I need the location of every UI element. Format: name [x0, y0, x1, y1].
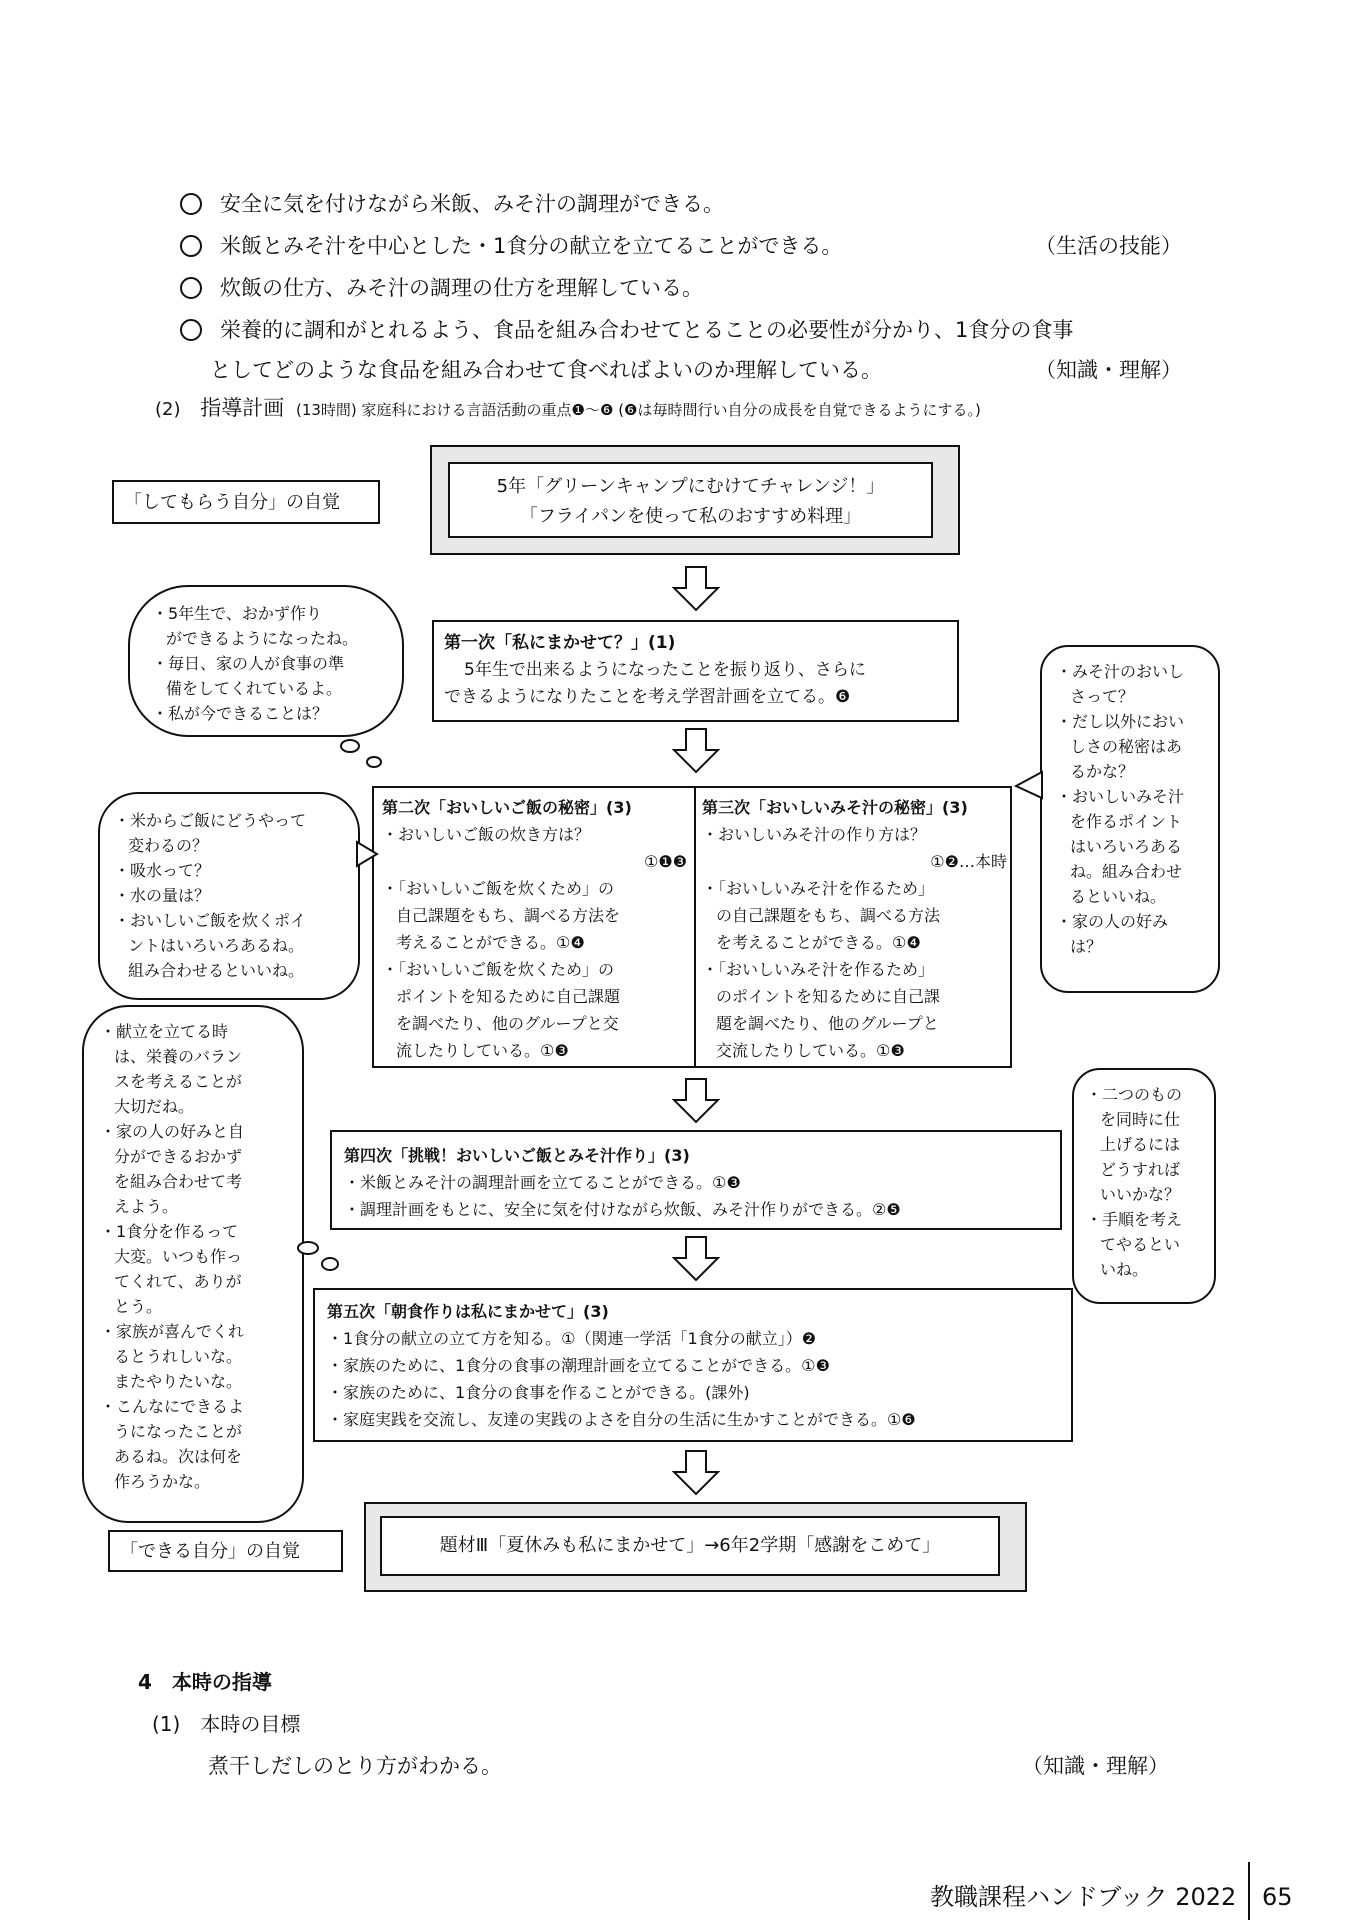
section4-goal: 煮干しだしのとり方がわかる。	[208, 1754, 502, 1778]
circle-bullet-icon	[180, 235, 202, 257]
step2-column: 第二次「おいしいご飯の秘密」(3) ・おいしいご飯の炊き方は？ ①❶❸ ・「おいしいご飯を炊くため」の 自己課題をもち、調べる方法を 考えることができる。①❹ ・「おいしいご飯を炊くため」の ポイントを知るために自己課題 を調べたり、他のグループと交 流したりしている。①❸	[382, 798, 687, 1060]
section4-heading: 4 本時の指導	[138, 1670, 272, 1694]
objective-continuation: としてどのような食品を組み合わせて食べればよいのか理解している。	[210, 358, 882, 382]
objective-item: 炊飯の仕方、みそ汁の調理の仕方を理解している。	[180, 274, 703, 302]
bubble-tail-icon	[296, 1240, 342, 1276]
thought-bubble-1: ・5年生で、おかず作り ができるようになったね。 ・毎日、家の人が食事の準 備をしてくれているよ。 ・私が今できることは？	[128, 585, 404, 737]
label-top-left: 「してもらう自分」の自覚	[112, 480, 380, 524]
circle-bullet-icon	[180, 319, 202, 341]
bubble-tail-icon	[1014, 770, 1044, 800]
down-arrow-icon	[672, 1236, 720, 1282]
section4-subheading: (1) 本時の目標	[152, 1712, 301, 1736]
steps-2-3-box	[372, 786, 1012, 1068]
bubble-tail-icon	[340, 738, 390, 778]
objective-item: 米飯とみそ汁を中心とした・1食分の献立を立てることができる。	[180, 232, 842, 260]
footer-title: 教職課程ハンドブック 2022	[930, 1883, 1237, 1911]
step4-box: 第四次「挑戦！おいしいご飯とみそ汁作り」(3) ・米飯とみそ汁の調理計画を立てることができる。①❸ ・調理計画をもとに、安全に気を付けながら炊飯、みそ汁作りができる。②❺	[330, 1130, 1062, 1230]
circle-bullet-icon	[180, 277, 202, 299]
bubble-tail-icon	[355, 840, 379, 870]
thought-bubble-4: ・みそ汁のおいし さって？ ・だし以外におい しさの秘密はあ るかな？ ・おいしいみそ汁 を作るポイント はいろいろある ね。組み合わせ るといいね。 ・家の人の好み は？	[1040, 645, 1220, 993]
label-bottom-left: 「できる自分」の自覚	[108, 1530, 343, 1572]
plan-heading: (2) 指導計画 (13時間) 家庭科における言語活動の重点❶～❻ (❻は毎時間行い自分の成長を自覚できるようにする。)	[155, 396, 981, 420]
footer-divider	[1248, 1862, 1250, 1920]
objective-item: 栄養的に調和がとれるよう、食品を組み合わせてとることの必要性が分かり、1食分の食事	[180, 316, 1073, 344]
top-theme-box: 5年「グリーンキャンプにむけてチャレンジ！」 「フライパンを使って私のおすすめ料理」	[448, 462, 933, 538]
column-divider	[694, 788, 696, 1066]
section4-goal-tag: （知識・理解）	[1022, 1754, 1169, 1778]
step1-box: 第一次「私にまかせて？」(1) 5年生で出来るようになったことを振り返り、さらに できるようになりたことを考え学習計画を立てる。❻	[432, 620, 959, 722]
circle-bullet-icon	[180, 193, 202, 215]
objective-item: 安全に気を付けながら米飯、みそ汁の調理ができる。	[180, 190, 724, 218]
thought-bubble-5: ・二つのもの を同時に仕 上げるには どうすれば いいかな？ ・手順を考え てやるとい いね。	[1072, 1068, 1216, 1304]
down-arrow-icon	[672, 728, 720, 774]
objective-tag: （知識・理解）	[1035, 358, 1182, 382]
down-arrow-icon	[672, 1078, 720, 1124]
thought-bubble-3: ・献立を立てる時 は、栄養のバラン スを考えることが 大切だね。 ・家の人の好みと自 分ができるおかず を組み合わせて考 えよう。 ・1食分を作るって 大変。いつも作っ てくれて、ありが とう。 ・家族が喜んでくれ るとうれしいな。 またやりたいな。 ・こんなにできるよ うになったことが あるね。次は何を 作ろうかな。	[82, 1005, 304, 1523]
step3-column: 第三次「おいしいみそ汁の秘密」(3) ・おいしいみそ汁の作り方は？ ①❷…本時 ・「おいしいみそ汁を作るため」 の自己課題をもち、調べる方法 を考えることができる。①❹ ・「おいしいみそ汁を作るため」 のポイントを知るために自己課 題を調べたり、他のグループと 交流したりしている。①❸	[702, 798, 1007, 1060]
objective-tag: （生活の技能）	[1035, 234, 1182, 258]
thought-bubble-2: ・米からご飯にどうやって 変わるの？ ・吸水って？ ・水の量は？ ・おいしいご飯を炊くポイ ントはいろいろあるね。 組み合わせるといいね。	[98, 792, 360, 1000]
page-number: 65	[1262, 1883, 1293, 1911]
bottom-theme-box: 題材Ⅲ「夏休みも私にまかせて」→6年2学期「感謝をこめて」	[380, 1516, 1000, 1576]
step5-box: 第五次「朝食作りは私にまかせて」(3) ・1食分の献立の立て方を知る。①（関連一学活「1食分の献立」）❷ ・家族のために、1食分の食事の潮理計画を立てることができる。①❸ ・家族のために、1食分の食事を作ることができる。(課外) ・家庭実践を交流し、友達の実践のよさを自分の生活に生かすことができる。①❻	[313, 1288, 1073, 1442]
down-arrow-icon	[672, 1450, 720, 1496]
down-arrow-icon	[672, 566, 720, 612]
